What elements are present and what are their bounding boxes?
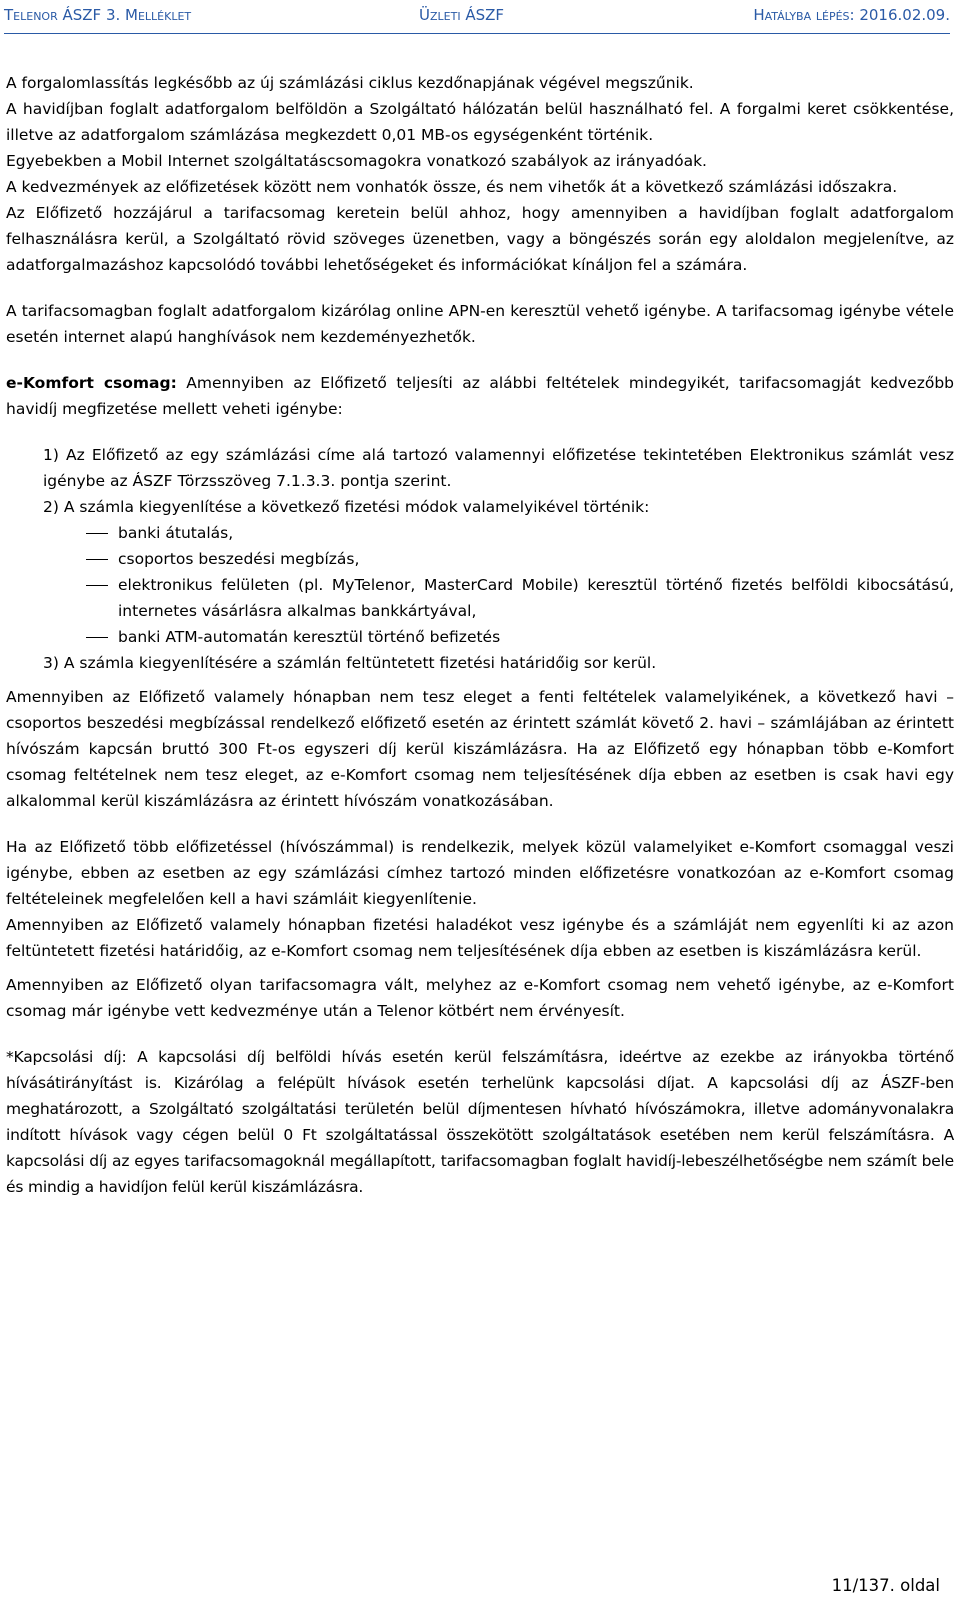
list-item: [86, 572, 954, 624]
paragraph-mobile-internet-rules: Egyebekben a Mobil Internet szolgáltatáscsomagokra vonatkozó szabályok az irányadóak.: [6, 152, 707, 170]
page-header: [4, 6, 950, 32]
dash-bullet-icon: [86, 533, 108, 534]
header-divider: [4, 33, 950, 34]
paragraph-multiple-subscriptions: Ha az Előfizető több előfizetéssel (hívószámmal) is rendelkezik, melyek közül valamelyiket e-Komfort csomaggal veszi igénybe, ebben az esetben az egy számlázási címhez tartozó minden előfizetésre vonatkozóan az e-Komfort csomag feltételeinek megfelelően kell a havi számláit kiegyenlítenie.: [6, 838, 954, 908]
paragraph-tariff-change: Amennyiben az Előfizető olyan tarifacsomagra vált, melyhez az e-Komfort csomag nem vehető igénybe, az e-Komfort csomag már igénybe vett kedvezménye után a Telenor kötbért nem érvényesít.: [6, 976, 954, 1020]
condition-3: 3) A számla kiegyenlítésére a számlán feltüntetett fizetési határidőig sor kerül.: [43, 654, 657, 672]
paragraph-apn: A tarifacsomagban foglalt adatforgalom kizárólag online APN-en keresztül vehető igénybe. A tarifacsomag igénybe vétele esetén internet alapú hanghívások nem kezdeményezhetők.: [6, 302, 954, 346]
page-number: 11/137. oldal: [831, 1576, 940, 1595]
ekomfort-intro-text: Amennyiben az Előfizető teljesíti az alábbi feltételek mindegyikét, tarifacsomagját kedvezőbb havidíj megfizetése mellett veheti igénybe:: [6, 374, 955, 418]
paragraph-ekomfort-intro: [6, 370, 954, 422]
header-effective-date: Hatályba lépés: 2016.02.09.: [753, 6, 950, 24]
paragraph-discounts: A kedvezmények az előfizetések között nem vonhatók össze, és nem vihetők át a következő számlázási időszakra.: [6, 178, 898, 196]
document-body: [6, 70, 954, 1200]
condition-2: 2) A számla kiegyenlítése a következő fizetési módok valamelyikével történik:: [43, 498, 650, 516]
payment-methods-list: [6, 520, 954, 650]
ekomfort-label: e-Komfort csomag:: [6, 374, 177, 392]
paragraph-data-usage: A havidíjban foglalt adatforgalom belföldön a Szolgáltató hálózatán belül használható fel. A forgalmi keret csökkentése, illetve az adatforgalom számlázása megkezdett 0,01 MB-os egységenként történik.: [6, 100, 954, 144]
list-item-text: csoportos beszedési megbízás,: [118, 550, 360, 568]
list-item: [86, 624, 954, 650]
list-item-text: banki átutalás,: [118, 524, 234, 542]
header-document-type: Üzleti ÁSZF: [419, 6, 505, 24]
list-item-text: banki ATM-automatán keresztül történő befizetés: [118, 628, 501, 646]
list-item: [86, 520, 954, 546]
ekomfort-conditions: [6, 442, 954, 520]
paragraph-non-compliance-fee: Amennyiben az Előfizető valamely hónapban nem tesz eleget a fenti feltételek valamelyikének, a következő havi – csoportos beszedési megbízással rendelkező előfizető esetén az érintett számlát követő 2. havi – számlájában az érintett hívószám kapcsán bruttó 300 Ft-os egyszeri díj kerül kiszámlázásra. Ha az Előfizető egy hónapban több e-Komfort csomag feltételnek nem tesz eleget, az e-Komfort csomag nem teljesítésének díja ebben az esetben is csak havi egy alkalommal kerül kiszámlázásra az érintett hívószám vonatkozásában.: [6, 688, 954, 810]
dash-bullet-icon: [86, 585, 108, 586]
paragraph-payment-deferral: Amennyiben az Előfizető valamely hónapban fizetési haladékot vesz igénybe és a számláját nem egyenlíti ki az azon feltüntetett fizetési határidőig, az e-Komfort csomag nem teljesítésének díja ebben az esetben is kiszámlázásra kerül.: [6, 916, 954, 960]
dash-bullet-icon: [86, 559, 108, 560]
header-document-title: Telenor ÁSZF 3. Melléklet: [4, 6, 192, 24]
dash-bullet-icon: [86, 637, 108, 638]
list-item: [86, 546, 954, 572]
list-item-text: elektronikus felületen (pl. MyTelenor, MasterCard Mobile) keresztül történő fizetés belföldi kibocsátású, internetes vásárlásra alkalmas bankkártyával,: [118, 576, 954, 620]
paragraph-consent: Az Előfizető hozzájárul a tarifacsomag keretein belül ahhoz, hogy amennyiben a havidíjban foglalt adatforgalom felhasználásra kerül, a Szolgáltató rövid szöveges üzenetben, vagy a böngészés során egy aloldalon megjelenítve, az adatforgalmazáshoz kapcsolódó további lehetőségeket és információkat kínáljon fel a számára.: [6, 204, 954, 274]
paragraph-connection-fee-note: *Kapcsolási díj: A kapcsolási díj belföldi hívás esetén kerül felszámításra, ideértve az ezekbe az irányokba történő hívásátirányítást is. Kizárólag a felépült hívások esetén terhelünk kapcsolási díjat. A kapcsolási díj az ÁSZF-ben meghatározott, a Szolgáltató szolgáltatási területén belül díjmentesen hívható hívószámokra, illetve adományvonalakra indított hívások vagy cégen belül 0 Ft szolgáltatással összekötött szolgáltatások esetében nem kerül felszámításra. A kapcsolási díj az egyes tarifacsomagoknál megállapított, tarifacsomagban foglalt havidíj-lebeszélhetőségbe nem számít bele és mindig a havidíjon felül kerül kiszámlázásra.: [6, 1048, 954, 1196]
condition-1: 1) Az Előfizető az egy számlázási címe alá tartozó valamennyi előfizetése tekintetében Elektronikus számlát vesz igénybe az ÁSZF Törzsszöveg 7.1.3.3. pontja szerint.: [43, 446, 954, 490]
paragraph-throttling-end: A forgalomlassítás legkésőbb az új számlázási ciklus kezdőnapjának végével megszűnik.: [6, 74, 694, 92]
